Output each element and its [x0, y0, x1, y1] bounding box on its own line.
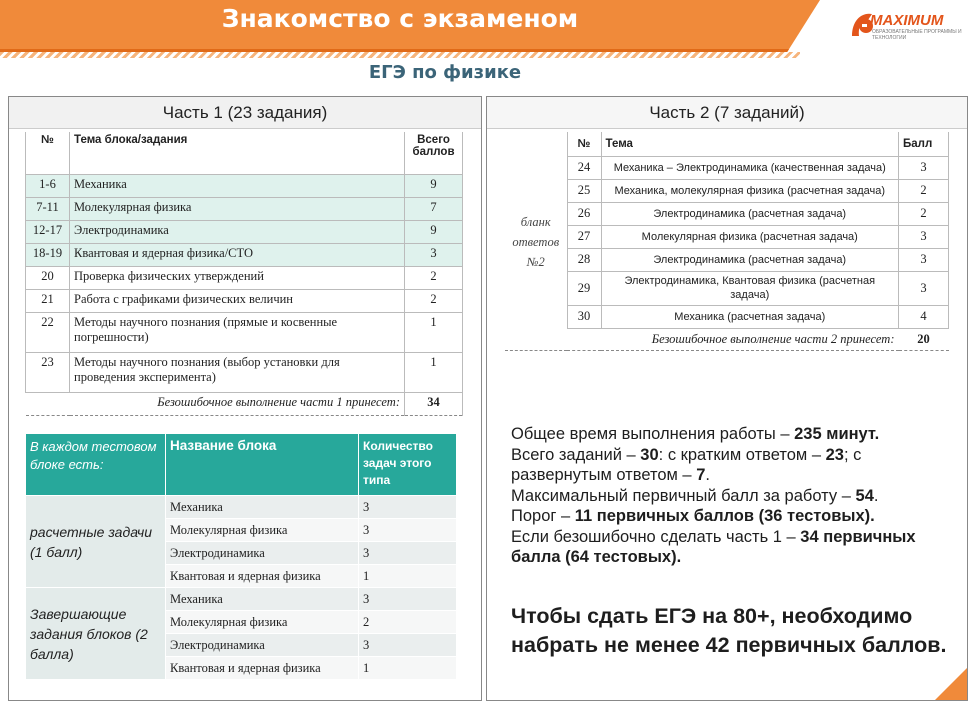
info-highlight: 23	[825, 445, 844, 464]
row-num: 21	[26, 289, 70, 312]
logo-name: MAXIMUM	[870, 12, 944, 29]
block-name: Квантовая и ядерная физика	[166, 565, 359, 588]
info-text: Если безошибочно сделать часть 1 –	[511, 527, 801, 546]
blocks-group-header: В каждом тестовом блоке есть:	[26, 434, 166, 496]
part2-table	[505, 132, 949, 351]
part2-total-row	[505, 328, 949, 350]
col-empty-header	[505, 132, 567, 156]
row-topic: Механика – Электродинамика (качественная задача)	[601, 156, 899, 179]
row-num: 27	[567, 225, 601, 248]
col-num-header: №	[26, 132, 70, 174]
row-topic: Механика (расчетная задача)	[601, 305, 899, 328]
info-text: Максимальный первичный балл за работу –	[511, 486, 856, 505]
part1-panel	[8, 96, 482, 701]
block-name: Молекулярная физика	[166, 611, 359, 634]
row-num: 29	[567, 271, 601, 305]
info-highlight: 11 первичных баллов (36 тестовых).	[574, 507, 875, 525]
table-row	[505, 225, 949, 248]
logo-tagline: ОБРАЗОВАТЕЛЬНЫЕ ПРОГРАММЫ И ТЕХНОЛОГИИ	[872, 29, 962, 41]
info-highlight: 235 минут.	[794, 425, 880, 443]
row-points: 2	[405, 266, 463, 289]
row-num: 28	[567, 248, 601, 271]
block-count: 3	[359, 634, 457, 657]
table-row	[505, 156, 949, 179]
row-points: 4	[899, 305, 949, 328]
row-num: 25	[567, 179, 601, 202]
info-threshold	[511, 506, 961, 527]
blocks-count-header: Количество задач этого типа	[359, 434, 457, 496]
block-name: Молекулярная физика	[166, 519, 359, 542]
table-row	[505, 271, 949, 305]
block-name: Квантовая и ядерная физика	[166, 657, 359, 680]
row-points: 9	[405, 220, 463, 243]
row-points: 9	[405, 174, 463, 197]
page-subtitle: ЕГЭ по физике	[368, 62, 522, 83]
row-topic: Механика	[70, 174, 405, 197]
col-topic-header: Тема блока/задания	[70, 132, 405, 174]
table-row	[26, 496, 457, 519]
block-name: Механика	[166, 496, 359, 519]
row-num: 22	[26, 312, 70, 352]
row-topic: Методы научного познания (прямые и косвенные погрешности)	[70, 312, 405, 352]
table-row	[505, 179, 949, 202]
info-text: : с кратким ответом –	[658, 445, 826, 464]
row-points: 1	[405, 352, 463, 392]
part2-title: Часть 2 (7 заданий)	[487, 97, 967, 129]
col-points-header: Балл	[899, 132, 949, 156]
part1-title: Часть 1 (23 задания)	[9, 97, 481, 129]
blocks-table	[25, 433, 457, 680]
row-topic: Электродинамика (расчетная задача)	[601, 248, 899, 271]
block-count: 2	[359, 611, 457, 634]
part1-total-label: Безошибочное выполнение части 1 принесет:	[26, 392, 405, 415]
block-count: 1	[359, 657, 457, 680]
row-topic: Методы научного познания (выбор установки для проведения эксперимента)	[70, 352, 405, 392]
block-name: Электродинамика	[166, 634, 359, 657]
block-name: Механика	[166, 588, 359, 611]
row-num: 26	[567, 202, 601, 225]
info-highlight: 30	[640, 445, 659, 464]
block-name: Электродинамика	[166, 542, 359, 565]
row-points: 2	[899, 179, 949, 202]
row-topic: Электродинамика	[70, 220, 405, 243]
header-stripe	[0, 52, 800, 58]
info-part1	[511, 527, 961, 568]
part1-total-row	[26, 392, 463, 415]
row-num: 12-17	[26, 220, 70, 243]
table-row	[26, 197, 463, 220]
row-points: 3	[899, 248, 949, 271]
row-points: 3	[899, 225, 949, 248]
row-topic: Молекулярная физика	[70, 197, 405, 220]
row-num: 7-11	[26, 197, 70, 220]
table-row	[505, 305, 949, 328]
block-count: 3	[359, 588, 457, 611]
blocks-group-label: расчетные задачи (1 балл)	[26, 496, 166, 588]
info-text: .	[873, 486, 879, 505]
table-row	[505, 248, 949, 271]
row-points: 7	[405, 197, 463, 220]
row-num: 20	[26, 266, 70, 289]
part1-table	[25, 132, 463, 416]
row-num: 23	[26, 352, 70, 392]
info-text: ; с развернутым ответом –	[511, 445, 862, 484]
blocks-group-label: Завершающие задания блоков (2 балла)	[26, 588, 166, 680]
table-row	[26, 174, 463, 197]
block-count: 3	[359, 542, 457, 565]
table-row	[26, 588, 457, 611]
info-text: Общее время выполнения работы –	[511, 425, 795, 443]
corner-decoration-icon	[927, 660, 967, 700]
table-row	[26, 266, 463, 289]
row-topic: Механика, молекулярная физика (расчетная задача)	[601, 179, 899, 202]
col-num-header: №	[567, 132, 601, 156]
info-duration	[511, 424, 961, 445]
block-count: 3	[359, 519, 457, 542]
table-row	[26, 220, 463, 243]
row-topic: Электродинамика (расчетная задача)	[601, 202, 899, 225]
answer-sheet-label: бланк ответов №2	[505, 156, 567, 328]
info-max-score	[511, 486, 961, 507]
row-num: 30	[567, 305, 601, 328]
col-points-header: Всего баллов	[405, 132, 463, 174]
info-highlight: 7	[696, 466, 706, 484]
info-highlight: 54	[855, 486, 874, 505]
row-topic: Работа с графиками физических величин	[70, 289, 405, 312]
exam-info-text	[511, 424, 961, 568]
part2-total-value: 20	[899, 328, 949, 350]
row-points: 1	[405, 312, 463, 352]
table-row	[26, 312, 463, 352]
info-text: Всего заданий –	[511, 445, 641, 464]
row-topic: Молекулярная физика (расчетная задача)	[601, 225, 899, 248]
table-row	[505, 202, 949, 225]
part1-total-value: 34	[405, 392, 463, 415]
row-topic: Электродинамика, Квантовая физика (расчетная задача)	[601, 271, 899, 305]
info-text: .	[705, 466, 710, 484]
row-num: 1-6	[26, 174, 70, 197]
row-num: 24	[567, 156, 601, 179]
info-highlight: 34 первичных балла (64 тестовых).	[511, 527, 916, 566]
page-title: Знакомство с экзаменом	[221, 4, 579, 33]
col-topic-header: Тема	[601, 132, 899, 156]
table-row	[26, 289, 463, 312]
row-topic: Квантовая и ядерная физика/СТО	[70, 243, 405, 266]
goal-callout: Чтобы сдать ЕГЭ на 80+, необходимо набрать не менее 42 первичных баллов.	[511, 604, 947, 657]
row-points: 2	[899, 202, 949, 225]
info-tasks	[511, 445, 961, 486]
info-text: Порог –	[511, 507, 575, 525]
block-count: 1	[359, 565, 457, 588]
row-num: 18-19	[26, 243, 70, 266]
blocks-name-header: Название блока	[166, 434, 359, 496]
row-points: 3	[405, 243, 463, 266]
part2-total-label: Безошибочное выполнение части 2 принесет:	[505, 328, 899, 350]
row-topic: Проверка физических утверждений	[70, 266, 405, 289]
row-points: 3	[899, 156, 949, 179]
row-points: 3	[899, 271, 949, 305]
block-count: 3	[359, 496, 457, 519]
table-row	[26, 243, 463, 266]
row-points: 2	[405, 289, 463, 312]
part2-panel	[486, 96, 968, 701]
table-row	[26, 352, 463, 392]
